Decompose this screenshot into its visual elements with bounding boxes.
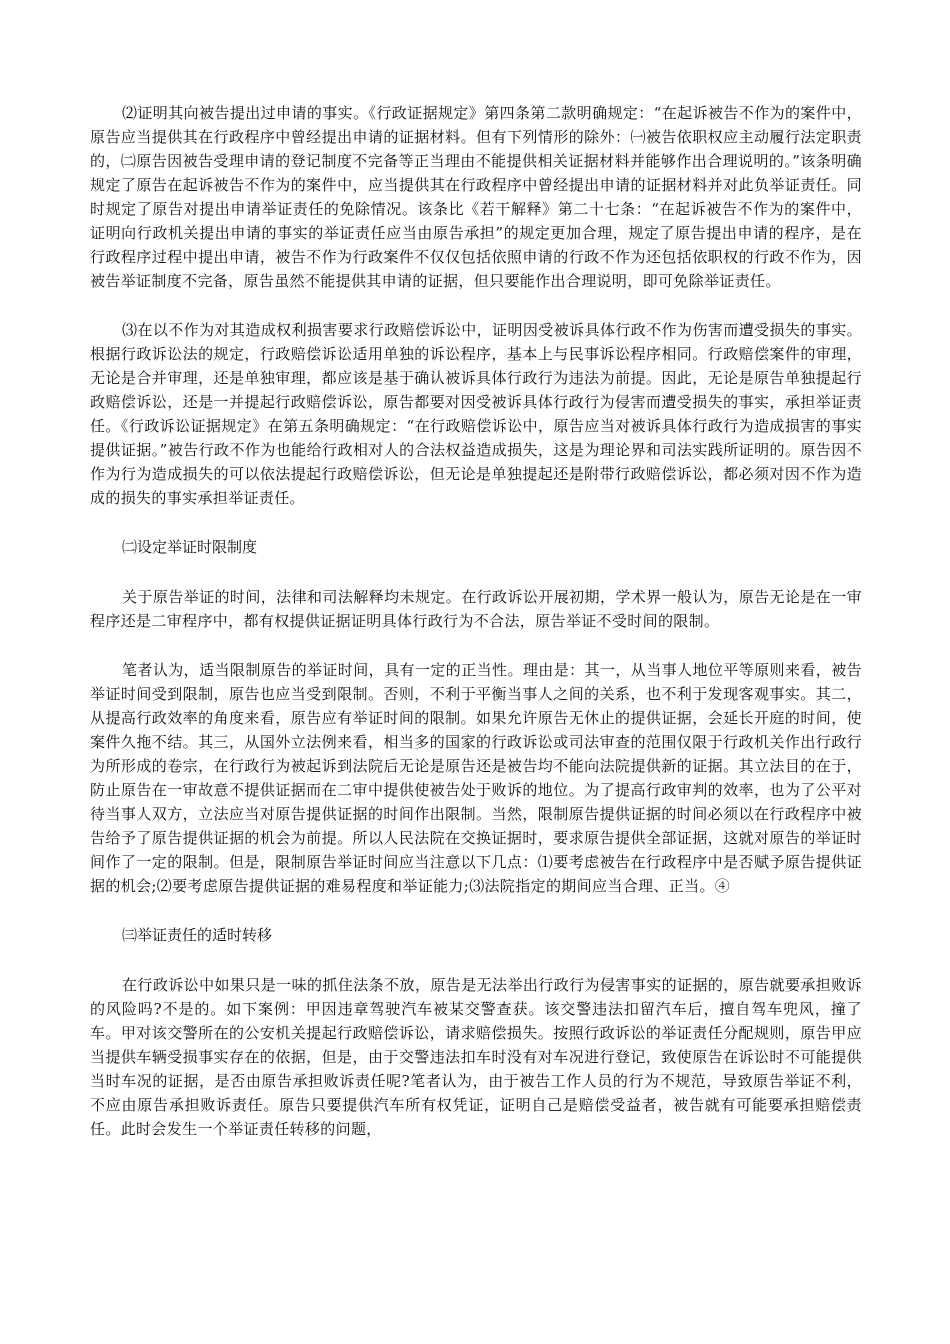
paragraph-proof-of-loss: ⑶在以不作为对其造成权利损害要求行政赔偿诉讼中，证明因受被诉具体行政不作为伤害而遭受损失的事实。根据行政诉讼法的规定，行政赔偿诉讼适用单独的诉讼程序，基本上与民事诉讼程序相同。行政赔偿案件的审理，无论是合并审理，还是单独审理，都应该是基于确认被诉具体行政行为违法为前提。因此，无论是原告单独提起行政赔偿诉讼，还是一并提起行政赔偿诉讼，原告都要对因受被诉具体行政行为侵害而遭受损失的事实，承担举证责任。《行政诉讼证据规定》在第五条明确规定：“在行政赔偿诉讼中，原告应当对被诉具体行政行为造成损害的事实提供证据。”被告行政不作为也能给行政相对人的合法权益造成损失，这是为理论界和司法实践所证明的。原告因不作为行为造成损失的可以依法提起行政赔偿诉讼，但无论是单独提起还是附带行政赔偿诉讼，都必须对因不作为造成的损失的事实承担举证责任。: [90, 321, 862, 507]
paragraph-author-view: 笔者认为，适当限制原告的举证时间，具有一定的正当性。理由是：其一，从当事人地位平等原则来看，被告举证时间受到限制，原告也应当受到限制。否则，不利于平衡当事人之间的关系，也不利于发现客观事实。其二，从提高行政效率的角度来看，原告应有举证时间的限制。如果允许原告无休止的提供证据，会延长开庭的时间，使案件久拖不结。其三，从国外立法例来看，相当多的国家的行政诉讼或司法审查的范围仅限于行政机关作出行政行为所形成的卷宗，在行政行为被起诉到法院后无论是原告还是被告均不能向法院提供新的证据。其立法目的在于，防止原告在一审故意不提供证据而在二审中提供使被告处于败诉的地位。为了提高行政审判的效率，也为了公平对待当事人双方，立法应当对原告提供证据的时间作出限制。当然，限制原告提供证据的时间必须以在行政程序中被告给予了原告提供证据的机会为前提。所以人民法院在交换证据时，要求原告提供全部证据，这就对原告的举证时间作了一定的限制。但是，限制原告举证时间应当注意以下几点：⑴要考虑被告在行政程序中是否赋予原告提供证据的机会;⑵要考虑原告提供证据的难易程度和举证能力;⑶法院指定的期间应当合理、正当。④: [90, 661, 862, 895]
section-heading-burden-shift: ㈢举证责任的适时转移: [122, 926, 273, 944]
section-heading-time-limit: ㈡设定举证时限制度: [122, 538, 258, 556]
paragraph-case-example: 在行政诉讼中如果只是一味的抓住法条不放，原告是无法举出行政行为侵害事实的证据的，原告就要承担败诉的风险吗?不是的。如下案例：甲因违章驾驶汽车被某交警查获。该交警违法扣留汽车后，擅自驾车兜风，撞了车。甲对该交警所在的公安机关提起行政赔偿诉讼，请求赔偿损失。按照行政诉讼的举证责任分配规则，原告甲应当提供车辆受损事实存在的依据，但是，由于交警违法扣车时没有对车况进行登记，致使原告在诉讼时不可能提供当时车况的证据，是否由原告承担败诉责任呢?笔者认为，由于被告工作人员的行为不规范，导致原告举证不利，不应由原告承担败诉责任。原告只要提供汽车所有权凭证，证明自己是赔偿受益者，被告就有可能要承担赔偿责任。此时会发生一个举证责任转移的问题，: [90, 976, 862, 1138]
paragraph-proof-of-application: ⑵证明其向被告提出过申请的事实。《行政证据规定》第四条第二款明确规定：“在起诉被告不作为的案件中，原告应当提供其在行政程序中曾经提出申请的证据材料。但有下列情形的除外：㈠被告依职权应主动履行法定职责的，㈡原告因被告受理申请的登记制度不完备等正当理由不能提供相关证据材料并能够作出合理说明的。”该条明确规定了原告在起诉被告不作为的案件中，应当提供其在行政程序中曾经提出申请的证据材料并对此负举证责任。同时规定了原告对提出申请举证责任的免除情况。该条比《若干解释》第二十七条：“在起诉被告不作为的案件中，证明向行政机关提出申请的事实的举证责任应当由原告承担”的规定更加合理，规定了原告提出申请的程序，是在行政程序过程中提出申请，被告不作为行政案件不仅仅包括依照申请的行政不作为还包括依职权的行政不作为，因被告举证制度不完备，原告虽然不能提供其申请的证据，但只要能作出合理说明，即可免除举证责任。: [90, 104, 862, 290]
document-body: [90, 101, 862, 1166]
paragraph-time-limit-background: 关于原告举证的时间，法律和司法解释均未规定。在行政诉讼开展初期，学术界一般认为，原告无论是在一审程序还是二审程序中，都有权提供证据证明具体行政行为不合法，原告举证不受时间的限制。: [90, 588, 862, 630]
